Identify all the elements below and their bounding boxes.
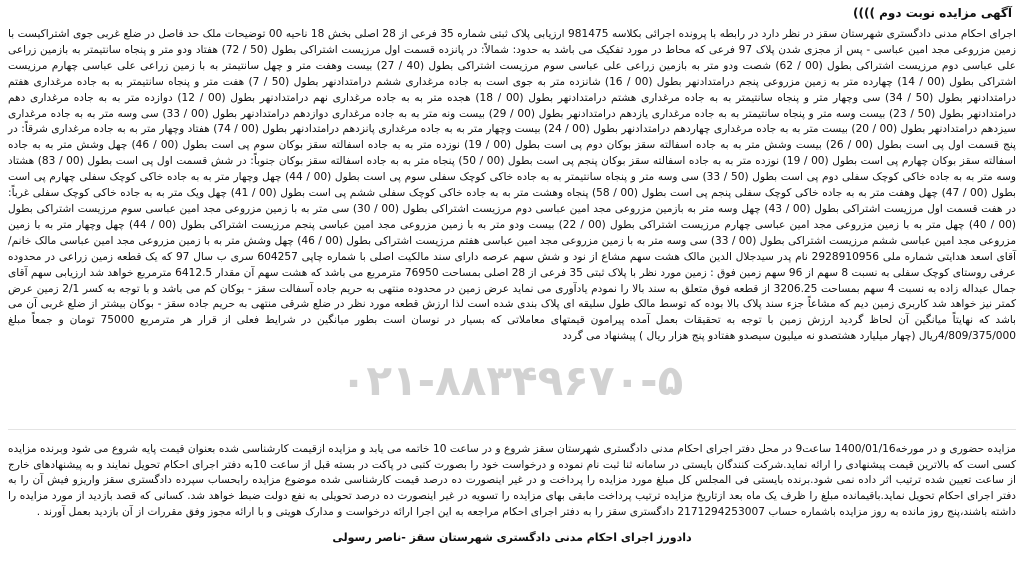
property-description-paragraph: اجرای احکام مدنی دادگستری شهرستان سقز در نظر دارد در رابطه با پرونده اجرائی بکلاسه 981475 ارزیابی پلاک ثبتی شماره 35 فرعی از 28 اصلی بخش 18 ناحیه 00 توضیحات ملک حد فاصل در ضلع غربی جوی اشتراکیست با زمین مزروعی مجد امین عباسی - پس از مجزی شدن پلاک 97 فرعی که محاط در مورد تفکیک می باشد به حدود: شمالاً: در پانزده قسمت اول مرزیست اشتراکی بطول (50 / 72) هفتاد ودو متر و پنجاه سانتیمتر به بازمین زراعی علی عباسی دوم مرزیست اشتراکی بطول (00 / 62) شصت ودو متر به بازمین زراعی علی عباسی سوم مرزیست اشتراکی بطول (40 / 27) بیست وهفت متر و چهل سانتیمتر به با زمین زراعی علی عباسی چهارم مرزیست اشتراکی بطول (00 / 14) چهارده متر به زمین مزروعی پنجم درامتدادنهر بطول (00 / 16) شانزده متر به جوی است به جاده مرغداری ششم درامتدادنهر بطول (50 / 7) هفت متر و پنجاه سانتیمتر به به جاده مرغداری هفتم درامتدادنهر بطول (50 / 34) سی وچهار متر و پنجاه سانتیمتر به به جاده مرغداری هشتم درامتدادنهر بطول (00 / 18) هجده متر به به جاده مرغداری نهم درامتدادنهر بطول (00 / 12) دوازده متر به به جاده مرغداری دهم درامتدادنهر بطول (50 / 23) بیست وسه متر و پنجاه سانتیمتر به به جاده مرغداری یازدهم درامتدادنهر بطول (00 / 29) بیست ونه متر به به جاده مرغداری دوازدهم درامتدادنهر بطول (00 / 33) سی وسه متر به به جاده مرغداری سیزدهم درامتدادنهر بطول (00 / 20) بیست متر به به جاده مرغداری چهاردهم درامتدادنهر بطول (00 / 24) بیست وچهار متر به به جاده مرغداری پانزدهم درامتدادنهر بطول (00 / 74) هفتاد وچهار متر به به جاده مرغداری شرقاً: در پنج قسمت اول پی است بطول (00 / 26) بیست وشش متر به به جاده اسفالته سقز بوکان دوم پی است بطول (00 / 19) نوزده متر به به جاده اسفالته سقز بوکان سوم پی است بطول (00 / 46) چهل وشش متر به به جاده اسفالته سقز بوکان چهارم پی است بطول (00 / 19) نوزده متر به به جاده اسفالته سقز بوکان پنجم پی است بطول (00 / 50) پنجاه متر به به جاده اسفالته سقز بوکان جنوباً: در شش قسمت اول پی است بطول (00 / 83) هشتاد وسه متر به به جاده خاکی کوچک سفلی دوم پی است بطول (50 / 33) سی وسه متر و پنجاه سانتیمتر به به جاده خاکی کوچک سفلی سوم پی است بطول (00 / 44) چهل وچهار متر به به جاده خاکی کوچک سفلی چهارم پی است بطول (00 / 47) چهل وهفت متر به به جاده خاکی کوچک سفلی پنجم پی است بطول (00 / 58) پنجاه وهشت متر به به جاده خاکی کوچک سفلی ششم پی است بطول (00 / 41) چهل ویک متر به به جاده خاکی کوچک سفلی غرباً: در هفت قسمت اول مرزیست اشتراکی بطول (00 / 43) چهل وسه متر به بازمین مزروعی مجد امین عباسی دوم مرزیست اشتراکی بطول (00 / 30) سی متر به با زمین مزروعی مجد امین عباسی سوم مرزیست اشتراکی بطول (00 / 40) چهل متر به با زمین مزروعی مجد امین عباسی چهارم مرزیست اشتراکی بطول (00 / 22) بیست ودو متر به با زمین مزروعی مجد امین عباسی پنجم مرزیست اشتراکی بطول (00 / 44) چهل وچهار متر به با زمین مزروعی مجد امین عباسی ششم مرزیست اشتراکی بطول (00 / 33) سی وسه متر به با زمین مزروعی مجد امین عباسی هفتم مرزیست اشتراکی بطول (00 / 46) چهل وشش متر به با زمین مزروعی مجد امین عباسی مالک خانم/آقای اسعد هدایتی شماره ملی 2928910956 نام پدر سیدجلال الدین مالک هشت سهم مشاع از نود و شش سهم عرصه دارای سند مالکیت اصلی با شماره چاپی 604257 سری ب سال 97 که یک قطعه زمین زراعی در محدوده عرفی روستای کوچک سفلی به نسبت 8 سهم از 96 سهم زمین فوق : زمین مورد نظر با پلاک ثبتی 35 فرعی از 28 اصلی بمساحت 76950 مترمربع می باشد که هشت سهم آن مقدار 6412.5 مترمربع خواهد شد ارزیابی سهم آقای جمال عبداله زاده به نسبت 4 سهم بمساحت 3206.25 از قطعه فوق متعلق به سند بالا را نمودم یادآوری می نماید عرض زمین در محدوده منتهی به حریم جاده آسفالت سقز - بوکان کم می باشد و با توجه به کسر 2/1 زمین عرض کمتر نیز خواهد شد کاربری زمین دیم که مشاعاً جزء سند پلاک بالا بوده که توسط مالک طول سلیقه ای پلاک بندی شده است لذا ارزش قطعه مورد نظر در ضلع شرقی منتهی به حریم جاده سقز - بوکان بیشتر از ضلع غربی آن می باشد که نهایتاً میانگین آن لحاظ گردید ارزش زمین با توجه به تحقیقات بعمل آمده پیرامون قیمتهای معاملاتی که بسیار در نوسان است بطور میانگین در شرایط فعلی از قرار هر مترمربع 75000 تومان و جمعاً مبلغ 4/809/375/000ریال (چهار میلیارد هشتصدو نه میلیون سیصدو هفتادو پنج هزار ریال ) پیشنهاد می گردد bbox=[8, 28, 1017, 343]
signature-line: دادورز اجرای احکام مدنی دادگستری شهرستان سقز -ناصر رسولی bbox=[332, 530, 692, 544]
section-divider bbox=[8, 429, 1016, 430]
notice-title: آگهی مزایده نوبت دوم )))) bbox=[853, 6, 1012, 20]
phone-watermark-container bbox=[8, 351, 1016, 411]
auction-terms-paragraph: مزایده حضوری و در مورخه1400/01/16 ساعت9 در محل دفتر اجرای احکام مدنی دادگستری شهرستان سقز شروع و در ساعت 10 خاتمه می یابد و مزایده ازقیمت کارشناسی شده بعنوان قیمت پایه شروع می شود وبرنده مزایده کسی است که بالاترین قیمت پیشنهادی را ارائه نماید.شرکت کنندگان بایستی در سامانه ثنا ثبت نام نموده و درخواست خود را بصورت کتبی در پاکت در بسته قبل از ساعت 10به دفتر اجرای احکام تحویل نمایند و به پیشنهادهای خارج از ساعت تعیین شده ترتیب اثر داده نمی شود.برنده بایستی فی المجلس کل مبلغ مورد مزایده را پرداخت و در غیر اینصورت ده درصد قیمت کارشناسی شده موضوع مزایده رابحساب سپرده دادگستری سقز واریزو فیش آن را به دفتر اجرای احکام تحویل نماید.باقیمانده مبلغ را ظرف یک ماه بعد ازتاریخ مزایده ترتیب پرداخت مابقی بهای مزایده را تسویه در غیر اینصورت ده درصد تحویلی به نفع دولت ضبط خواهد شد. کسانی که قصد بازدید از مورد مزایده را داشته باشند،پنج روز مانده به روز مزایده باشماره حساب 2171294253007 دادگستری سقز را به دفتر اجرای احکام مراجعه به این اجرا ارائه درخواست و مدارک هویتی و با ارائه مجوز وفق مقررات از آن بازدید بعمل آورند . bbox=[8, 443, 1016, 518]
phone-watermark: ۰۲۱-۸۸۳۴۹۶۷۰-۵ bbox=[340, 356, 684, 406]
